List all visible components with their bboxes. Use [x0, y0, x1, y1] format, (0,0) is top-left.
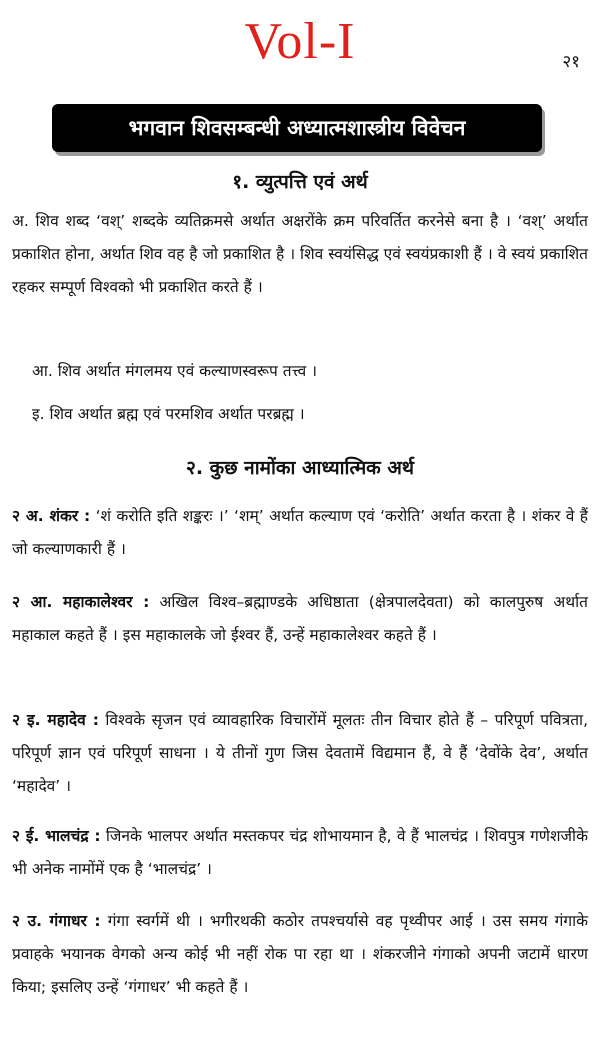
section-heading-names: २. कुछ नामोंका आध्यात्मिक अर्थ — [185, 457, 415, 479]
name-entry-gangadhar — [12, 905, 588, 1004]
name-entry-label: २ इ. महादेव : — [12, 711, 99, 729]
name-entry-text: विश्वके सृजन एवं व्यावहारिक विचारोंमें मूलतः तीन विचार होते हैं – परिपूर्ण पवित्रता, परिपूर्ण ज्ञान एवं परिपूर्ण साधना । ये तीनों गुण जिस देवतामें विद्यमान हैं, वे हैं ‘देवोंके देव’, अर्थात ‘महादेव’ । — [12, 711, 588, 795]
name-entry-text: ‘शं करोति इति शङ्करः ।’ ‘शम्’ अर्थात कल्याण एवं ‘करोति’ अर्थात करता है । शंकर वे हैं जो कल्याणकारी हैं । — [12, 507, 588, 558]
name-entry-text: अखिल विश्व–ब्रह्माण्डके अधिष्ठाता (क्षेत्रपालदेवता) को कालपुरुष अर्थात महाकाल कहते हैं । इस महाकालके जो ईश्वर हैं, उन्हें महाकालेश्वर कहते हैं । — [12, 593, 589, 644]
name-entry-label: २ उ. गंगाधर : — [12, 912, 101, 930]
paragraph-aa: आ. शिव अर्थात मंगलमय एवं कल्याणस्वरूप तत्त्व । — [32, 362, 317, 380]
name-entry-text: जिनके भालपर अर्थात मस्तकपर चंद्र शोभायमान है, वे हैं भालचंद्र । शिवपुत्र गणेशजीके भी अनेक नामोंमें एक है ‘भालचंद्र’ । — [12, 827, 588, 878]
chapter-title-banner — [52, 104, 542, 152]
volume-title: Vol-I — [244, 13, 356, 70]
name-entry-text: गंगा स्वर्गमें थी । भगीरथकी कठोर तपश्चर्यासे वह पृथ्वीपर आई । उस समय गंगाके प्रवाहके भयानक वेगको अन्य कोई भी नहीं रोक पा रहा था । शंकरजीने गंगाको अपनी जटामें धारण किया; इसलिए उन्हें ‘गंगाधर’ भी कहते हैं । — [12, 912, 589, 996]
name-entry-mahadev — [12, 704, 588, 803]
paragraph-a: अ. शिव शब्द ‘वश्’ शब्दके व्यतिक्रमसे अर्थात अक्षरोंके क्रम परिवर्तित करनेसे बना है । ‘वश्’ अर्थात प्रकाशित होना, अर्थात शिव वह है जो प्रकाशित है । शिव स्वयंसिद्ध एवं स्वयंप्रकाशी हैं । वे स्वयं प्रकाशित रहकर सम्पूर्ण विश्वको भी प्रकाशित करते हैं । — [12, 212, 588, 296]
paragraph-i: इ. शिव अर्थात ब्रह्म एवं परमशिव अर्थात परब्रह्म । — [32, 405, 305, 423]
page-number: २१ — [562, 52, 580, 72]
section-heading-etymology: १. व्युत्पत्ति एवं अर्थ — [232, 171, 368, 193]
name-entry-label: २ आ. महाकालेश्वर : — [12, 593, 150, 611]
name-entry-label: २ अ. शंकर : — [12, 507, 91, 525]
name-entry-bhalchandra — [12, 820, 588, 886]
name-entry-shankar — [12, 500, 588, 566]
chapter-title: भगवान शिवसम्बन्धी अध्यात्मशास्त्रीय विवेचन — [128, 116, 466, 140]
name-entry-label: २ ई. भालचंद्र : — [12, 827, 101, 845]
name-entry-mahakaleshwar — [12, 586, 588, 652]
